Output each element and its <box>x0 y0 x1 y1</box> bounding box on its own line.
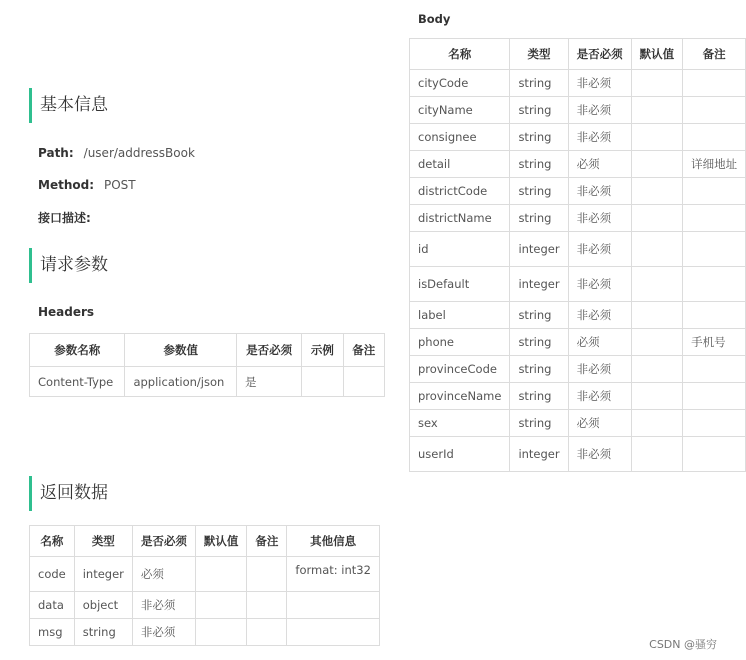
table-cell <box>683 356 746 383</box>
body-table-head <box>410 39 746 70</box>
table-cell: 非必须 <box>568 267 631 302</box>
table-cell <box>631 437 683 472</box>
table-row <box>410 410 746 437</box>
response-table-header-cell: 其他信息 <box>287 526 380 557</box>
response-table-header-cell: 类型 <box>74 526 132 557</box>
table-cell: 手机号 <box>683 329 746 356</box>
table-cell: provinceName <box>410 383 510 410</box>
table-cell: integer <box>510 437 568 472</box>
headers-table-header-cell: 参数值 <box>125 334 237 367</box>
table-cell: 非必须 <box>132 592 195 619</box>
table-cell <box>631 205 683 232</box>
method-value: POST <box>104 178 136 192</box>
table-cell: string <box>510 97 568 124</box>
table-cell <box>247 592 287 619</box>
method-label: Method: <box>38 178 94 192</box>
response-table <box>29 525 380 646</box>
table-cell <box>683 267 746 302</box>
table-cell: 非必须 <box>568 178 631 205</box>
table-cell: string <box>510 70 568 97</box>
table-cell <box>683 178 746 205</box>
table-cell <box>631 267 683 302</box>
table-cell: data <box>30 592 75 619</box>
table-cell: isDefault <box>410 267 510 302</box>
path-label: Path: <box>38 146 74 160</box>
table-cell: format: int32 <box>287 557 380 592</box>
table-cell <box>631 302 683 329</box>
headers-table-header-cell: 是否必须 <box>237 334 302 367</box>
table-cell: 非必须 <box>568 124 631 151</box>
table-cell: 必须 <box>568 151 631 178</box>
section-title-request: 请求参数 <box>29 248 108 283</box>
response-table-header-cell: 备注 <box>247 526 287 557</box>
table-cell: id <box>410 232 510 267</box>
table-cell: 非必须 <box>568 302 631 329</box>
table-cell <box>302 367 343 397</box>
body-label: Body <box>418 12 451 26</box>
table-row <box>30 557 380 592</box>
headers-table-header-cell: 示例 <box>302 334 343 367</box>
table-cell: 非必须 <box>568 356 631 383</box>
body-table-header-cell: 类型 <box>510 39 568 70</box>
table-cell <box>287 592 380 619</box>
table-cell <box>683 124 746 151</box>
table-cell: string <box>510 124 568 151</box>
table-cell <box>683 410 746 437</box>
table-cell <box>683 383 746 410</box>
table-cell <box>195 557 247 592</box>
table-row <box>410 205 746 232</box>
table-cell: 非必须 <box>568 383 631 410</box>
table-cell <box>195 592 247 619</box>
table-cell <box>683 302 746 329</box>
table-cell: 必须 <box>568 410 631 437</box>
table-row <box>410 178 746 205</box>
table-cell: sex <box>410 410 510 437</box>
method-row <box>38 178 136 192</box>
table-row <box>410 356 746 383</box>
headers-table-head <box>30 334 385 367</box>
table-cell: string <box>510 356 568 383</box>
table-cell <box>631 178 683 205</box>
table-row <box>410 267 746 302</box>
table-cell: application/json <box>125 367 237 397</box>
table-row <box>410 329 746 356</box>
table-cell: integer <box>74 557 132 592</box>
response-table-header-cell: 默认值 <box>195 526 247 557</box>
headers-label: Headers <box>38 305 95 319</box>
table-row <box>410 383 746 410</box>
table-cell: string <box>74 619 132 646</box>
table-row <box>410 151 746 178</box>
table-row <box>410 97 746 124</box>
table-cell: detail <box>410 151 510 178</box>
headers-table-header-cell: 备注 <box>343 334 384 367</box>
table-cell: object <box>74 592 132 619</box>
table-cell: 是 <box>237 367 302 397</box>
table-cell <box>631 124 683 151</box>
section-title-basic: 基本信息 <box>29 88 108 123</box>
table-cell: 非必须 <box>568 232 631 267</box>
table-cell: 非必须 <box>568 205 631 232</box>
path-value: /user/addressBook <box>83 146 195 160</box>
table-row <box>410 437 746 472</box>
table-cell: string <box>510 383 568 410</box>
table-row <box>410 232 746 267</box>
body-table-header-cell: 备注 <box>683 39 746 70</box>
table-cell: 非必须 <box>568 70 631 97</box>
table-cell: 非必须 <box>568 97 631 124</box>
section-title-response: 返回数据 <box>29 476 108 511</box>
table-cell <box>631 97 683 124</box>
table-cell <box>195 619 247 646</box>
table-cell: consignee <box>410 124 510 151</box>
table-cell <box>683 205 746 232</box>
table-cell: cityName <box>410 97 510 124</box>
table-cell: Content-Type <box>30 367 125 397</box>
table-cell: string <box>510 151 568 178</box>
table-cell: provinceCode <box>410 356 510 383</box>
table-cell: districtName <box>410 205 510 232</box>
path-row <box>38 146 195 160</box>
table-cell: cityCode <box>410 70 510 97</box>
table-cell: string <box>510 410 568 437</box>
table-cell <box>631 70 683 97</box>
table-cell <box>631 383 683 410</box>
table-cell <box>683 232 746 267</box>
table-row <box>410 70 746 97</box>
table-cell <box>631 356 683 383</box>
table-cell: districtCode <box>410 178 510 205</box>
table-cell: string <box>510 302 568 329</box>
table-cell: label <box>410 302 510 329</box>
table-cell <box>287 619 380 646</box>
response-table-head <box>30 526 380 557</box>
body-table-header-cell: 名称 <box>410 39 510 70</box>
table-cell: 必须 <box>132 557 195 592</box>
table-cell: integer <box>510 232 568 267</box>
table-cell: string <box>510 178 568 205</box>
table-cell <box>683 70 746 97</box>
table-row <box>30 367 385 397</box>
table-cell: 非必须 <box>568 437 631 472</box>
table-row <box>30 619 380 646</box>
table-cell: 非必须 <box>132 619 195 646</box>
desc-row <box>38 209 91 226</box>
table-cell: 详细地址 <box>683 151 746 178</box>
response-table-header-cell: 是否必须 <box>132 526 195 557</box>
table-cell: integer <box>510 267 568 302</box>
table-cell: msg <box>30 619 75 646</box>
table-cell: string <box>510 205 568 232</box>
table-cell <box>631 232 683 267</box>
desc-label: 接口描述: <box>38 211 91 225</box>
table-cell: phone <box>410 329 510 356</box>
table-cell <box>683 437 746 472</box>
watermark: CSDN @骚穷 <box>649 638 717 651</box>
table-row <box>30 592 380 619</box>
table-cell <box>247 557 287 592</box>
table-cell <box>631 151 683 178</box>
table-cell: string <box>510 329 568 356</box>
table-cell <box>343 367 384 397</box>
table-cell <box>247 619 287 646</box>
table-cell: userId <box>410 437 510 472</box>
headers-table-header-cell: 参数名称 <box>30 334 125 367</box>
table-row <box>410 302 746 329</box>
headers-table <box>29 333 385 397</box>
table-row <box>410 124 746 151</box>
body-table-header-cell: 默认值 <box>631 39 683 70</box>
response-table-header-cell: 名称 <box>30 526 75 557</box>
table-cell: 必须 <box>568 329 631 356</box>
table-cell: code <box>30 557 75 592</box>
table-cell <box>683 97 746 124</box>
body-table <box>409 38 746 472</box>
body-table-header-cell: 是否必须 <box>568 39 631 70</box>
table-cell <box>631 410 683 437</box>
table-cell <box>631 329 683 356</box>
